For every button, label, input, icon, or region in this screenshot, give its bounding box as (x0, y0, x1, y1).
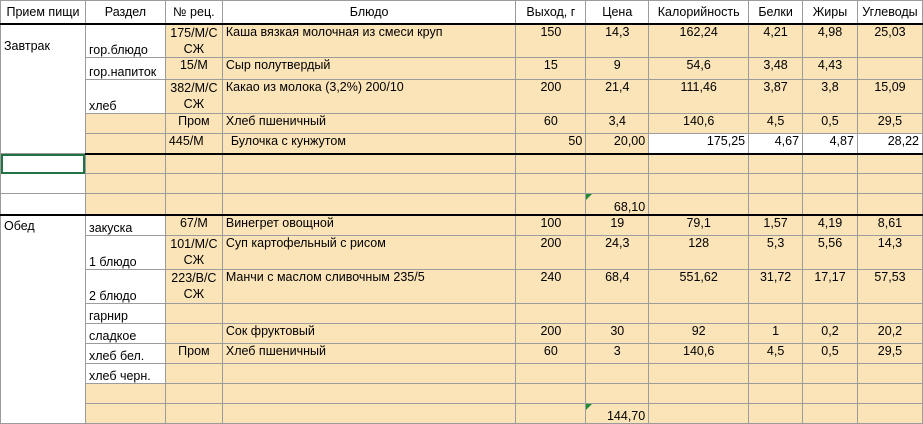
dish-cell[interactable]: Каша вязкая молочная из смеси круп (222, 24, 516, 58)
yield-cell[interactable]: 200 (516, 236, 586, 270)
yield-cell[interactable]: 15 (516, 58, 586, 80)
kcal-cell[interactable]: 92 (649, 324, 749, 344)
recipe-cell[interactable]: 223/В/С СЖ (165, 270, 222, 304)
empty-cell[interactable] (803, 174, 858, 194)
empty-cell[interactable] (749, 404, 803, 424)
fat-cell[interactable]: 4,87 (803, 134, 858, 154)
selected-cell[interactable] (1, 154, 86, 174)
section-cell[interactable] (85, 114, 165, 134)
fat-cell[interactable] (803, 364, 858, 384)
table-row (1, 80, 923, 114)
total-price-cell[interactable]: 68,10 (586, 194, 649, 215)
section-cell[interactable]: гарнир (85, 304, 165, 324)
table-row (1, 364, 923, 384)
recipe-cell[interactable] (165, 304, 222, 324)
col-header-protein[interactable]: Белки (749, 1, 803, 24)
recipe-cell[interactable]: 175/М/С СЖ (165, 24, 222, 58)
dish-cell[interactable]: Винегрет овощной (222, 215, 516, 236)
fat-cell[interactable]: 5,56 (803, 236, 858, 270)
protein-cell[interactable]: 1,57 (749, 215, 803, 236)
empty-cell[interactable] (1, 194, 86, 215)
empty-cell[interactable] (857, 154, 922, 174)
empty-cell[interactable] (649, 194, 749, 215)
kcal-cell[interactable]: 79,1 (649, 215, 749, 236)
empty-cell[interactable] (857, 174, 922, 194)
section-cell[interactable]: сладкое (85, 324, 165, 344)
empty-cell[interactable] (803, 154, 858, 174)
fat-cell[interactable]: 0,5 (803, 114, 858, 134)
empty-cell[interactable] (85, 384, 165, 404)
table-row (1, 344, 923, 364)
section-cell[interactable]: 2 блюдо (85, 270, 165, 304)
section-cell[interactable]: закуска (85, 215, 165, 236)
recipe-cell[interactable]: 67/М (165, 215, 222, 236)
col-header-kcal[interactable]: Калорийность (649, 1, 749, 24)
table-row (1, 384, 923, 404)
yield-cell[interactable]: 60 (516, 344, 586, 364)
yield-cell[interactable]: 150 (516, 24, 586, 58)
dish-cell[interactable]: Какао из молока (3,2%) 200/10 (222, 80, 516, 114)
yield-cell[interactable]: 100 (516, 215, 586, 236)
empty-cell[interactable] (749, 154, 803, 174)
carbs-cell[interactable]: 28,22 (857, 134, 922, 154)
price-cell[interactable] (586, 364, 649, 384)
table-row (1, 114, 923, 134)
empty-cell[interactable] (649, 384, 749, 404)
total-price-cell[interactable]: 144,70 (586, 404, 649, 424)
table-row (1, 58, 923, 80)
empty-cell[interactable] (649, 174, 749, 194)
kcal-cell[interactable]: 140,6 (649, 344, 749, 364)
yield-cell[interactable]: 200 (516, 324, 586, 344)
price-cell[interactable]: 19 (586, 215, 649, 236)
carbs-cell[interactable] (857, 58, 922, 80)
empty-cell[interactable] (1, 174, 86, 194)
protein-cell[interactable]: 1 (749, 324, 803, 344)
carbs-cell[interactable]: 15,09 (857, 80, 922, 114)
dish-cell[interactable]: Сыр полутвердый (222, 58, 516, 80)
col-header-meal[interactable]: Прием пищи (1, 1, 86, 24)
price-cell[interactable]: 3 (586, 344, 649, 364)
price-cell[interactable] (586, 304, 649, 324)
carbs-cell[interactable]: 25,03 (857, 24, 922, 58)
price-cell[interactable]: 30 (586, 324, 649, 344)
kcal-cell[interactable]: 551,62 (649, 270, 749, 304)
empty-cell[interactable] (165, 154, 222, 174)
table-row (1, 134, 923, 154)
recipe-cell[interactable]: Пром (165, 114, 222, 134)
price-cell[interactable]: 9 (586, 58, 649, 80)
total-row-breakfast (1, 194, 923, 215)
section-cell[interactable]: гор.блюдо (85, 24, 165, 58)
protein-cell[interactable]: 4,67 (749, 134, 803, 154)
recipe-cell[interactable]: 101/М/С СЖ (165, 236, 222, 270)
yield-cell[interactable] (516, 304, 586, 324)
recipe-cell[interactable]: 15/М (165, 58, 222, 80)
yield-cell[interactable] (516, 364, 586, 384)
price-cell[interactable]: 24,3 (586, 236, 649, 270)
yield-cell[interactable]: 50 (516, 134, 586, 154)
col-header-dish[interactable]: Блюдо (222, 1, 516, 24)
section-cell[interactable]: хлеб черн. (85, 364, 165, 384)
carbs-cell[interactable]: 29,5 (857, 114, 922, 134)
kcal-cell[interactable] (649, 304, 749, 324)
kcal-cell[interactable]: 128 (649, 236, 749, 270)
empty-cell[interactable] (85, 154, 165, 174)
empty-cell[interactable] (222, 404, 516, 424)
recipe-cell[interactable]: Пром (165, 344, 222, 364)
empty-cell[interactable] (857, 404, 922, 424)
dish-cell[interactable]: Суп картофельный с рисом (222, 236, 516, 270)
fat-cell[interactable]: 4,43 (803, 58, 858, 80)
kcal-cell[interactable]: 140,6 (649, 114, 749, 134)
fat-cell[interactable]: 4,98 (803, 24, 858, 58)
protein-cell[interactable]: 4,5 (749, 114, 803, 134)
empty-cell[interactable] (516, 174, 586, 194)
empty-cell[interactable] (749, 384, 803, 404)
fat-cell[interactable]: 3,8 (803, 80, 858, 114)
carbs-cell[interactable]: 57,53 (857, 270, 922, 304)
table-row (1, 324, 923, 344)
empty-cell[interactable] (85, 404, 165, 424)
protein-cell[interactable] (749, 304, 803, 324)
table-row (1, 304, 923, 324)
kcal-cell[interactable]: 54,6 (649, 58, 749, 80)
table-row (1, 270, 923, 304)
table-row (1, 236, 923, 270)
protein-cell[interactable]: 31,72 (749, 270, 803, 304)
col-header-carbs[interactable]: Углеводы (857, 1, 922, 24)
col-header-fat[interactable]: Жиры (803, 1, 858, 24)
empty-cell[interactable] (516, 154, 586, 174)
meal-cell-lunch[interactable]: Обед (1, 215, 86, 424)
price-cell[interactable]: 21,4 (586, 80, 649, 114)
carbs-cell[interactable] (857, 304, 922, 324)
col-header-section[interactable]: Раздел (85, 1, 165, 24)
kcal-cell[interactable]: 111,46 (649, 80, 749, 114)
protein-cell[interactable] (749, 364, 803, 384)
empty-cell[interactable] (586, 384, 649, 404)
empty-cell[interactable] (222, 194, 516, 215)
recipe-cell[interactable]: 382/М/С СЖ (165, 80, 222, 114)
empty-cell[interactable] (222, 384, 516, 404)
dish-cell[interactable] (222, 304, 516, 324)
empty-cell[interactable] (649, 154, 749, 174)
carbs-cell[interactable] (857, 364, 922, 384)
fat-cell[interactable] (803, 304, 858, 324)
empty-cell[interactable] (516, 194, 586, 215)
dish-cell[interactable]: Сок фруктовый (222, 324, 516, 344)
empty-cell[interactable] (222, 154, 516, 174)
empty-cell[interactable] (857, 194, 922, 215)
empty-cell[interactable] (803, 404, 858, 424)
carbs-cell[interactable]: 8,61 (857, 215, 922, 236)
dish-cell[interactable]: Булочка с кунжутом (222, 134, 516, 154)
section-cell[interactable] (85, 134, 165, 154)
price-cell[interactable]: 20,00 (586, 134, 649, 154)
empty-cell[interactable] (749, 174, 803, 194)
kcal-cell[interactable]: 175,25 (649, 134, 749, 154)
yield-cell[interactable]: 240 (516, 270, 586, 304)
empty-cell[interactable] (803, 194, 858, 215)
carbs-cell[interactable]: 20,2 (857, 324, 922, 344)
fat-cell[interactable]: 0,2 (803, 324, 858, 344)
dish-cell[interactable]: Хлеб пшеничный (222, 114, 516, 134)
empty-cell[interactable] (857, 384, 922, 404)
section-cell[interactable]: хлеб (85, 80, 165, 114)
header-row (1, 1, 923, 24)
table-row (1, 24, 923, 58)
price-cell[interactable]: 68,4 (586, 270, 649, 304)
section-cell[interactable]: гор.напиток (85, 58, 165, 80)
price-cell[interactable]: 14,3 (586, 24, 649, 58)
col-header-price[interactable]: Цена (586, 1, 649, 24)
empty-cell[interactable] (85, 174, 165, 194)
empty-cell[interactable] (165, 384, 222, 404)
protein-cell[interactable]: 4,21 (749, 24, 803, 58)
table-row (1, 174, 923, 194)
protein-cell[interactable]: 3,48 (749, 58, 803, 80)
empty-cell[interactable] (649, 404, 749, 424)
dish-cell[interactable]: Хлеб пшеничный (222, 344, 516, 364)
table-row (1, 154, 923, 174)
empty-cell[interactable] (516, 404, 586, 424)
fat-cell[interactable]: 4,19 (803, 215, 858, 236)
empty-cell[interactable] (85, 194, 165, 215)
col-header-yield[interactable]: Выход, г (516, 1, 586, 24)
kcal-cell[interactable]: 162,24 (649, 24, 749, 58)
table-row (1, 215, 923, 236)
section-cell[interactable]: 1 блюдо (85, 236, 165, 270)
recipe-cell[interactable] (165, 324, 222, 344)
yield-cell[interactable]: 60 (516, 114, 586, 134)
yield-cell[interactable]: 200 (516, 80, 586, 114)
total-row-lunch (1, 404, 923, 424)
recipe-cell[interactable]: 445/М (165, 134, 222, 154)
protein-cell[interactable]: 4,5 (749, 344, 803, 364)
empty-cell[interactable] (586, 154, 649, 174)
empty-cell[interactable] (749, 194, 803, 215)
carbs-cell[interactable]: 14,3 (857, 236, 922, 270)
col-header-recipe[interactable]: № рец. (165, 1, 222, 24)
empty-cell[interactable] (165, 174, 222, 194)
fat-cell[interactable]: 0,5 (803, 344, 858, 364)
fat-cell[interactable]: 17,17 (803, 270, 858, 304)
recipe-cell[interactable] (165, 364, 222, 384)
empty-cell[interactable] (165, 194, 222, 215)
empty-cell[interactable] (222, 174, 516, 194)
dish-cell[interactable]: Манчи с маслом сливочным 235/5 (222, 270, 516, 304)
empty-cell[interactable] (586, 174, 649, 194)
kcal-cell[interactable] (649, 364, 749, 384)
carbs-cell[interactable]: 29,5 (857, 344, 922, 364)
empty-cell[interactable] (803, 384, 858, 404)
dish-cell[interactable] (222, 364, 516, 384)
protein-cell[interactable]: 5,3 (749, 236, 803, 270)
empty-cell[interactable] (165, 404, 222, 424)
section-cell[interactable]: хлеб бел. (85, 344, 165, 364)
protein-cell[interactable]: 3,87 (749, 80, 803, 114)
empty-cell[interactable] (516, 384, 586, 404)
meal-cell-breakfast[interactable]: Завтрак (1, 24, 86, 154)
price-cell[interactable]: 3,4 (586, 114, 649, 134)
